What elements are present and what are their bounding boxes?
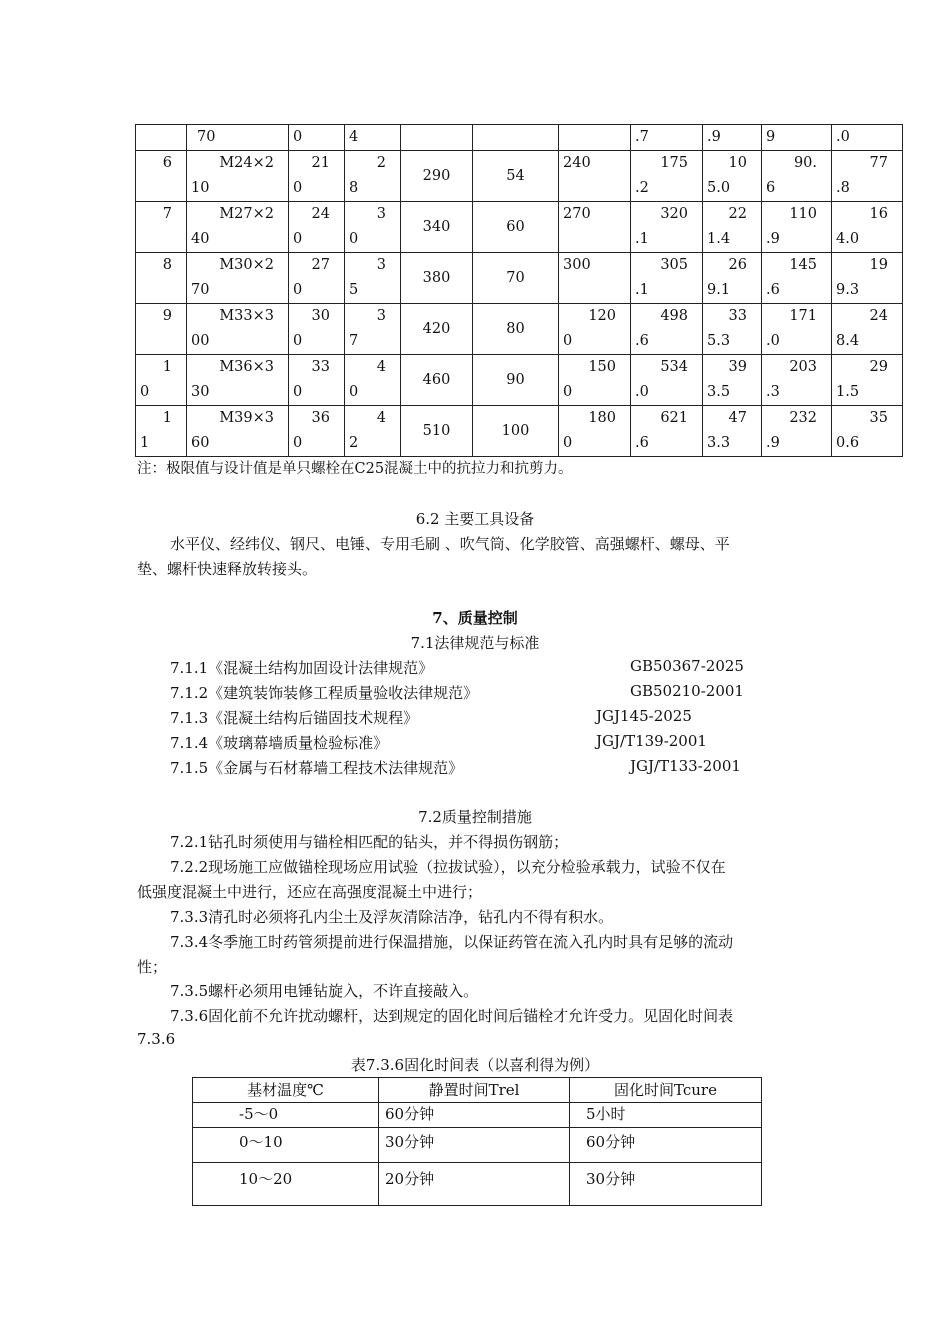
table-cell: 70 xyxy=(473,253,559,304)
table-cell: .7 xyxy=(631,125,703,151)
table-row xyxy=(193,1128,762,1163)
table-cell: 20分钟 xyxy=(379,1163,570,1206)
table-cell xyxy=(136,406,187,457)
cell-line: 534 xyxy=(660,359,688,375)
table-cell: 90 xyxy=(473,355,559,406)
table-cell: 5小时 xyxy=(570,1103,762,1128)
cell-line: M36×3 xyxy=(219,359,274,375)
column-header: 基材温度℃ xyxy=(193,1078,379,1103)
table-cell: 510 xyxy=(401,406,473,457)
cell-line: 2 xyxy=(349,435,359,451)
cure-table-caption: 表7.3.6固化时间表（以喜利得为例） xyxy=(350,1056,600,1074)
table-cell xyxy=(289,406,345,457)
table-cell xyxy=(136,304,187,355)
cell-line: .1 xyxy=(635,231,649,247)
section-7-2-title: 7.2质量控制措施 xyxy=(418,808,532,826)
table-cell xyxy=(136,355,187,406)
table-cell: .9 xyxy=(703,125,762,151)
table-row xyxy=(136,355,903,406)
cell-line: .3 xyxy=(766,384,780,400)
table-cell: 100 xyxy=(473,406,559,457)
cell-line: 36 xyxy=(311,410,330,426)
table-cell xyxy=(187,151,289,202)
cell-line: 39 xyxy=(728,359,747,375)
table-cell xyxy=(345,151,401,202)
cell-line: 232 xyxy=(789,410,817,426)
table-cell xyxy=(631,304,703,355)
cell-line: 77 xyxy=(869,155,888,171)
standard-code: GB50367-2025 xyxy=(630,657,744,675)
measure-line: 7.3.6固化前不允许扰动螺杆，达到规定的固化时间后锚栓才允许受力。见固化时间表 xyxy=(170,1007,734,1025)
table-cell xyxy=(832,355,903,406)
cell-line: 00 xyxy=(191,333,210,349)
table-cell xyxy=(187,355,289,406)
table-cell xyxy=(559,304,631,355)
table-cell: 60 xyxy=(473,202,559,253)
cell-line: 203 xyxy=(789,359,817,375)
table-cell xyxy=(703,253,762,304)
cell-line: M24×2 xyxy=(219,155,274,171)
standard-code: JGJ/T133-2001 xyxy=(630,757,741,775)
standard-code: GB50210-2001 xyxy=(630,682,744,700)
table-cell: 30分钟 xyxy=(379,1128,570,1163)
cell-line: 0 xyxy=(293,333,303,349)
cell-line: 30 xyxy=(191,384,210,400)
table-cell xyxy=(631,151,703,202)
table-row xyxy=(136,406,903,457)
cell-line: 150 xyxy=(588,359,616,375)
table-cell xyxy=(559,125,631,151)
table-cell xyxy=(289,253,345,304)
cell-line: .8 xyxy=(836,180,850,196)
cell-line: .0 xyxy=(766,333,780,349)
table-cell xyxy=(345,253,401,304)
table-cell: 4 xyxy=(345,125,401,151)
table-cell xyxy=(345,406,401,457)
cell-line: 145 xyxy=(789,257,817,273)
table-cell xyxy=(187,406,289,457)
cell-line: 4 xyxy=(376,410,386,426)
table-cell: 80 xyxy=(473,304,559,355)
cell-line: 7 xyxy=(162,206,172,222)
cell-line: 9.1 xyxy=(707,282,731,298)
cell-line: 1 xyxy=(162,359,172,375)
cell-line: 1.5 xyxy=(836,384,860,400)
table-cell xyxy=(136,253,187,304)
table-cell xyxy=(345,355,401,406)
cell-line: 0 xyxy=(293,384,303,400)
cell-line: 300 xyxy=(563,257,591,273)
cell-line: .6 xyxy=(635,333,649,349)
cell-line: 6 xyxy=(162,155,172,171)
cell-line: 0 xyxy=(349,231,359,247)
table-cell: 10～20 xyxy=(193,1163,379,1206)
table-cell xyxy=(187,304,289,355)
cell-line: 0 xyxy=(563,333,573,349)
table-cell xyxy=(703,406,762,457)
cell-line: 3.5 xyxy=(707,384,731,400)
cell-line: 3.3 xyxy=(707,435,731,451)
cell-line: 40 xyxy=(191,231,210,247)
table-cell xyxy=(631,253,703,304)
table-cell xyxy=(631,202,703,253)
table-cell xyxy=(559,355,631,406)
cell-line: 4.0 xyxy=(836,231,860,247)
column-header: 静置时间Trel xyxy=(379,1078,570,1103)
cell-line: 3 xyxy=(376,257,386,273)
cell-line: 0 xyxy=(563,435,573,451)
cell-line: .6 xyxy=(635,435,649,451)
table-cell: 9 xyxy=(762,125,832,151)
cell-line: .2 xyxy=(635,180,649,196)
table-cell xyxy=(703,202,762,253)
table-cell xyxy=(289,304,345,355)
cell-line: 5.3 xyxy=(707,333,731,349)
cell-line: 0 xyxy=(140,384,150,400)
table-cell: 60分钟 xyxy=(570,1128,762,1163)
cell-line: 24 xyxy=(311,206,330,222)
cell-line: 1 xyxy=(162,410,172,426)
measure-line: 性； xyxy=(137,958,168,976)
anchor-bolt-table xyxy=(135,124,903,457)
cell-line: 3 xyxy=(376,308,386,324)
cell-line: M33×3 xyxy=(219,308,274,324)
measure-line: 7.3.4冬季施工时药管须提前进行保温措施，以保证药管在流入孔内时具有足够的流动 xyxy=(170,933,734,951)
cell-line: 70 xyxy=(191,282,210,298)
table-cell: 340 xyxy=(401,202,473,253)
table-cell: 30分钟 xyxy=(570,1163,762,1206)
measure-line: 低强度混凝土中进行，还应在高强度混凝土中进行； xyxy=(137,883,483,901)
cell-line: .6 xyxy=(766,282,780,298)
cell-line: 180 xyxy=(588,410,616,426)
table-cell xyxy=(762,202,832,253)
table-row xyxy=(136,304,903,355)
table-row xyxy=(193,1163,762,1206)
table-cell xyxy=(187,253,289,304)
table-cell xyxy=(762,406,832,457)
table-cell xyxy=(136,202,187,253)
cell-line: 16 xyxy=(869,206,888,222)
table-cell: -5～0 xyxy=(193,1103,379,1128)
table-cell: 290 xyxy=(401,151,473,202)
measure-line: 7.3.5螺杆必须用电锤钻旋入，不许直接敲入。 xyxy=(170,982,479,1000)
table-cell: 420 xyxy=(401,304,473,355)
cell-line: 90. xyxy=(793,155,817,171)
cell-line: 60 xyxy=(191,435,210,451)
cell-line: 1 xyxy=(140,435,150,451)
table-cell xyxy=(473,125,559,151)
cell-line: 320 xyxy=(660,206,688,222)
cell-line: 0 xyxy=(293,180,303,196)
cell-line: 0 xyxy=(293,231,303,247)
cell-line: 240 xyxy=(563,155,591,171)
cell-line: 498 xyxy=(660,308,688,324)
column-header: 固化时间Tcure xyxy=(570,1078,762,1103)
table-cell xyxy=(136,151,187,202)
measure-line: 7.3.6 xyxy=(137,1030,176,1048)
table-cell xyxy=(289,151,345,202)
cell-line: 21 xyxy=(311,155,330,171)
table-cell xyxy=(289,202,345,253)
cell-line: 171 xyxy=(789,308,817,324)
cell-line: 9 xyxy=(162,308,172,324)
table-cell: 54 xyxy=(473,151,559,202)
table-cell: .0 xyxy=(832,125,903,151)
standard-name: 7.1.3《混凝土结构后锚固技术规程》 xyxy=(170,709,419,727)
measure-line: 7.2.1钻孔时须使用与锚栓相匹配的钻头，并不得损伤钢筋； xyxy=(170,833,569,851)
table-row xyxy=(136,125,903,151)
table-cell: 0 xyxy=(289,125,345,151)
cell-line: 305 xyxy=(660,257,688,273)
table-cell xyxy=(401,125,473,151)
cell-line: 27 xyxy=(311,257,330,273)
cell-line: 10 xyxy=(728,155,747,171)
cell-line: 0.6 xyxy=(836,435,860,451)
standard-code: JGJ/T139-2001 xyxy=(596,732,707,750)
table-cell xyxy=(345,304,401,355)
cell-line: 3 xyxy=(376,206,386,222)
table-cell: 60分钟 xyxy=(379,1103,570,1128)
table-row xyxy=(136,202,903,253)
cell-line: 0 xyxy=(293,282,303,298)
section-6-2-text: 垫、螺杆快速释放转接头。 xyxy=(137,560,318,578)
cell-line: 29 xyxy=(869,359,888,375)
measure-line: 7.2.2现场施工应做锚栓现场应用试验（拉拔试验），以充分检验承载力，试验不仅在 xyxy=(170,858,726,876)
table-cell xyxy=(559,151,631,202)
cell-line: 120 xyxy=(588,308,616,324)
standard-code: JGJ145-2025 xyxy=(596,707,692,725)
table-cell xyxy=(559,202,631,253)
table-cell xyxy=(289,355,345,406)
cell-line: 8 xyxy=(162,257,172,273)
table-cell xyxy=(136,125,187,151)
cell-line: 10 xyxy=(191,180,210,196)
cell-line: 5 xyxy=(349,282,359,298)
table-cell xyxy=(703,304,762,355)
cell-line: .9 xyxy=(766,231,780,247)
standard-name: 7.1.2《建筑装饰装修工程质量验收法律规范》 xyxy=(170,684,479,702)
table-cell xyxy=(832,151,903,202)
section-6-2-text: 水平仪、经纬仪、钢尺、电锤、专用毛刷 、吹气筒、化学胶管、高强螺杆、螺母、平 xyxy=(170,535,730,553)
table-row xyxy=(136,151,903,202)
table-row xyxy=(136,253,903,304)
table-cell xyxy=(832,202,903,253)
cell-line: 5.0 xyxy=(707,180,731,196)
cell-line: 24 xyxy=(869,308,888,324)
section-7-title: 7、质量控制 xyxy=(432,609,518,627)
table-note: 注：极限值与设计值是单只螺栓在C25混凝土中的抗拉力和抗剪力。 xyxy=(137,461,573,477)
cell-line: 6 xyxy=(766,180,776,196)
table-cell xyxy=(832,253,903,304)
cell-line: 26 xyxy=(728,257,747,273)
cell-line: 19 xyxy=(869,257,888,273)
table-cell xyxy=(345,202,401,253)
table-cell xyxy=(762,355,832,406)
table-header-row xyxy=(193,1078,762,1103)
cell-line: 33 xyxy=(311,359,330,375)
standard-name: 7.1.1《混凝土结构加固设计法律规范》 xyxy=(170,659,434,677)
cell-line: 8 xyxy=(349,180,359,196)
table-cell: 460 xyxy=(401,355,473,406)
table-cell xyxy=(832,304,903,355)
cell-line: 110 xyxy=(789,206,817,222)
section-6-2-title: 6.2 主要工具设备 xyxy=(415,510,535,528)
table-cell xyxy=(832,406,903,457)
table-cell xyxy=(631,355,703,406)
cell-line: .9 xyxy=(766,435,780,451)
table-cell xyxy=(187,202,289,253)
cell-line: .0 xyxy=(635,384,649,400)
cell-line: .1 xyxy=(635,282,649,298)
cell-line: 33 xyxy=(728,308,747,324)
cell-line: 0 xyxy=(563,384,573,400)
standard-name: 7.1.5《金属与石材幕墙工程技术法律规范》 xyxy=(170,759,464,777)
cell-line: 22 xyxy=(728,206,747,222)
cell-line: 8.4 xyxy=(836,333,860,349)
measure-line: 7.3.3清孔时必须将孔内尘土及浮灰清除洁净，钻孔内不得有积水。 xyxy=(170,908,614,926)
table-cell xyxy=(703,355,762,406)
cell-line: M30×2 xyxy=(219,257,274,273)
cell-line: 7 xyxy=(349,333,359,349)
section-7-1-title: 7.1法律规范与标准 xyxy=(410,634,540,652)
table-cell xyxy=(703,151,762,202)
standard-name: 7.1.4《玻璃幕墙质量检验标准》 xyxy=(170,734,389,752)
cell-line: 175 xyxy=(660,155,688,171)
cell-line: 4 xyxy=(376,359,386,375)
table-cell xyxy=(559,406,631,457)
table-cell xyxy=(559,253,631,304)
cure-time-table xyxy=(192,1077,762,1206)
cell-line: 1.4 xyxy=(707,231,731,247)
table-cell xyxy=(762,253,832,304)
table-cell: 380 xyxy=(401,253,473,304)
cell-line: 2 xyxy=(376,155,386,171)
cell-line: M27×2 xyxy=(219,206,274,222)
cell-line: 0 xyxy=(293,435,303,451)
cell-line: M39×3 xyxy=(219,410,274,426)
table-row xyxy=(193,1103,762,1128)
table-cell xyxy=(762,151,832,202)
table-cell: 0～10 xyxy=(193,1128,379,1163)
table-cell: 70 xyxy=(187,125,289,151)
cell-line: 30 xyxy=(311,308,330,324)
cell-line: 47 xyxy=(728,410,747,426)
table-cell xyxy=(631,406,703,457)
table-cell xyxy=(762,304,832,355)
cell-line: 621 xyxy=(660,410,688,426)
cell-line: 9.3 xyxy=(836,282,860,298)
cell-line: 270 xyxy=(563,206,591,222)
cell-line: 0 xyxy=(349,384,359,400)
cell-line: 35 xyxy=(869,410,888,426)
